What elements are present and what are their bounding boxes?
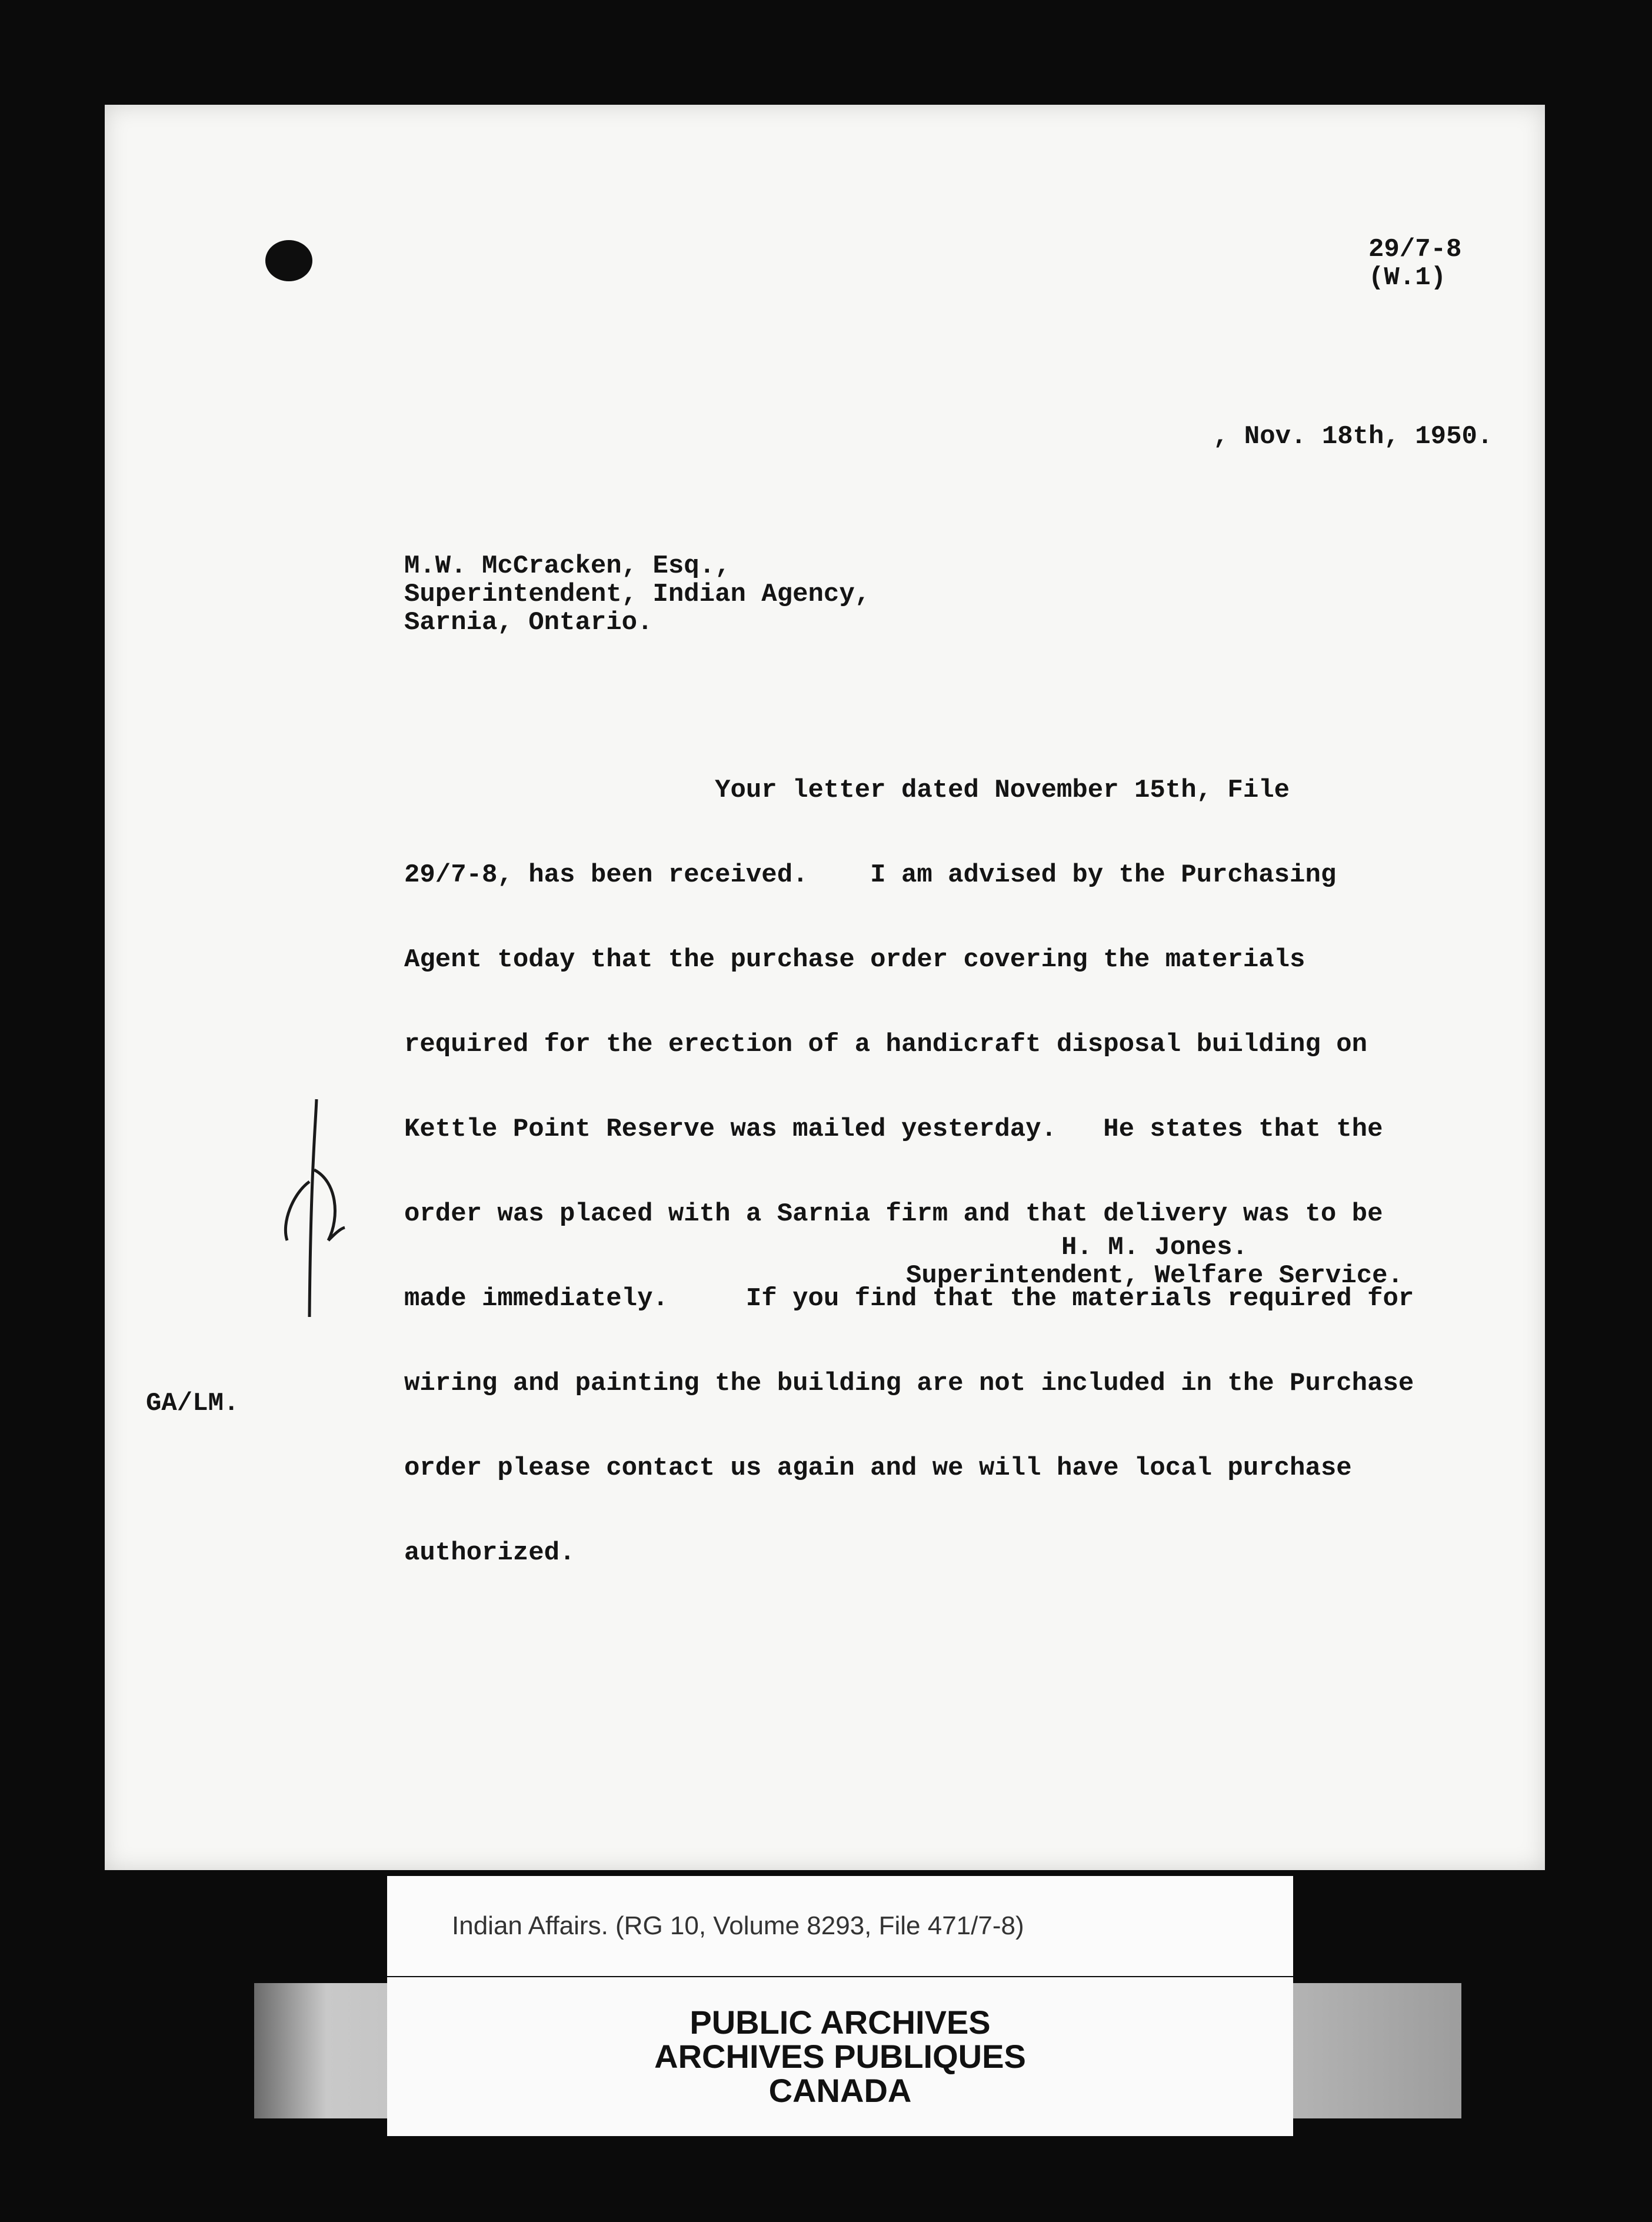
letter-page	[105, 105, 1545, 1870]
punch-hole	[265, 240, 312, 281]
body-line: Your letter dated November 15th, File	[404, 776, 1290, 805]
body-line: required for the erection of a handicraft disposal building on	[404, 1030, 1368, 1059]
addressee-location: Sarnia, Ontario.	[404, 608, 653, 637]
body-line: 29/7-8, has been received. I am advised by the Purchasing	[404, 860, 1337, 890]
typist-initials: GA/LM.	[146, 1389, 239, 1418]
letter-date: , Nov. 18th, 1950.	[1213, 422, 1493, 451]
stamp-line-country: CANADA	[768, 2072, 912, 2109]
addressee-block	[404, 552, 870, 637]
archive-citation: Indian Affairs. (RG 10, Volume 8293, File 471/7-8)	[452, 1911, 1024, 1940]
stamp-line-french: ARCHIVES PUBLIQUES	[654, 2038, 1026, 2075]
letter-body	[404, 720, 1414, 1624]
signature-title: Superintendent, Welfare Service.	[906, 1261, 1403, 1290]
signature-block	[906, 1233, 1403, 1290]
handwritten-initial-mark	[281, 1093, 346, 1317]
body-line: Kettle Point Reserve was mailed yesterday. He states that the	[404, 1115, 1383, 1144]
stamp-line-english: PUBLIC ARCHIVES	[690, 2004, 991, 2041]
archive-citation-label	[387, 1876, 1293, 1976]
addressee-title: Superintendent, Indian Agency,	[404, 580, 871, 609]
file-reference: 29/7-8 (W.1)	[1368, 235, 1462, 292]
addressee-name: M.W. McCracken, Esq.,	[404, 551, 731, 581]
body-line: made immediately. If you find that the materials required for	[404, 1284, 1414, 1313]
body-line: authorized.	[404, 1538, 575, 1568]
signature-name: H. M. Jones.	[1061, 1233, 1248, 1262]
body-line: wiring and painting the building are not included in the Purchase	[404, 1369, 1414, 1398]
archives-stamp	[387, 1977, 1293, 2136]
body-line: order please contact us again and we will have local purchase	[404, 1453, 1352, 1483]
body-line: order was placed with a Sarnia firm and that delivery was to be	[404, 1199, 1383, 1229]
body-line: Agent today that the purchase order covering the materials	[404, 945, 1305, 974]
